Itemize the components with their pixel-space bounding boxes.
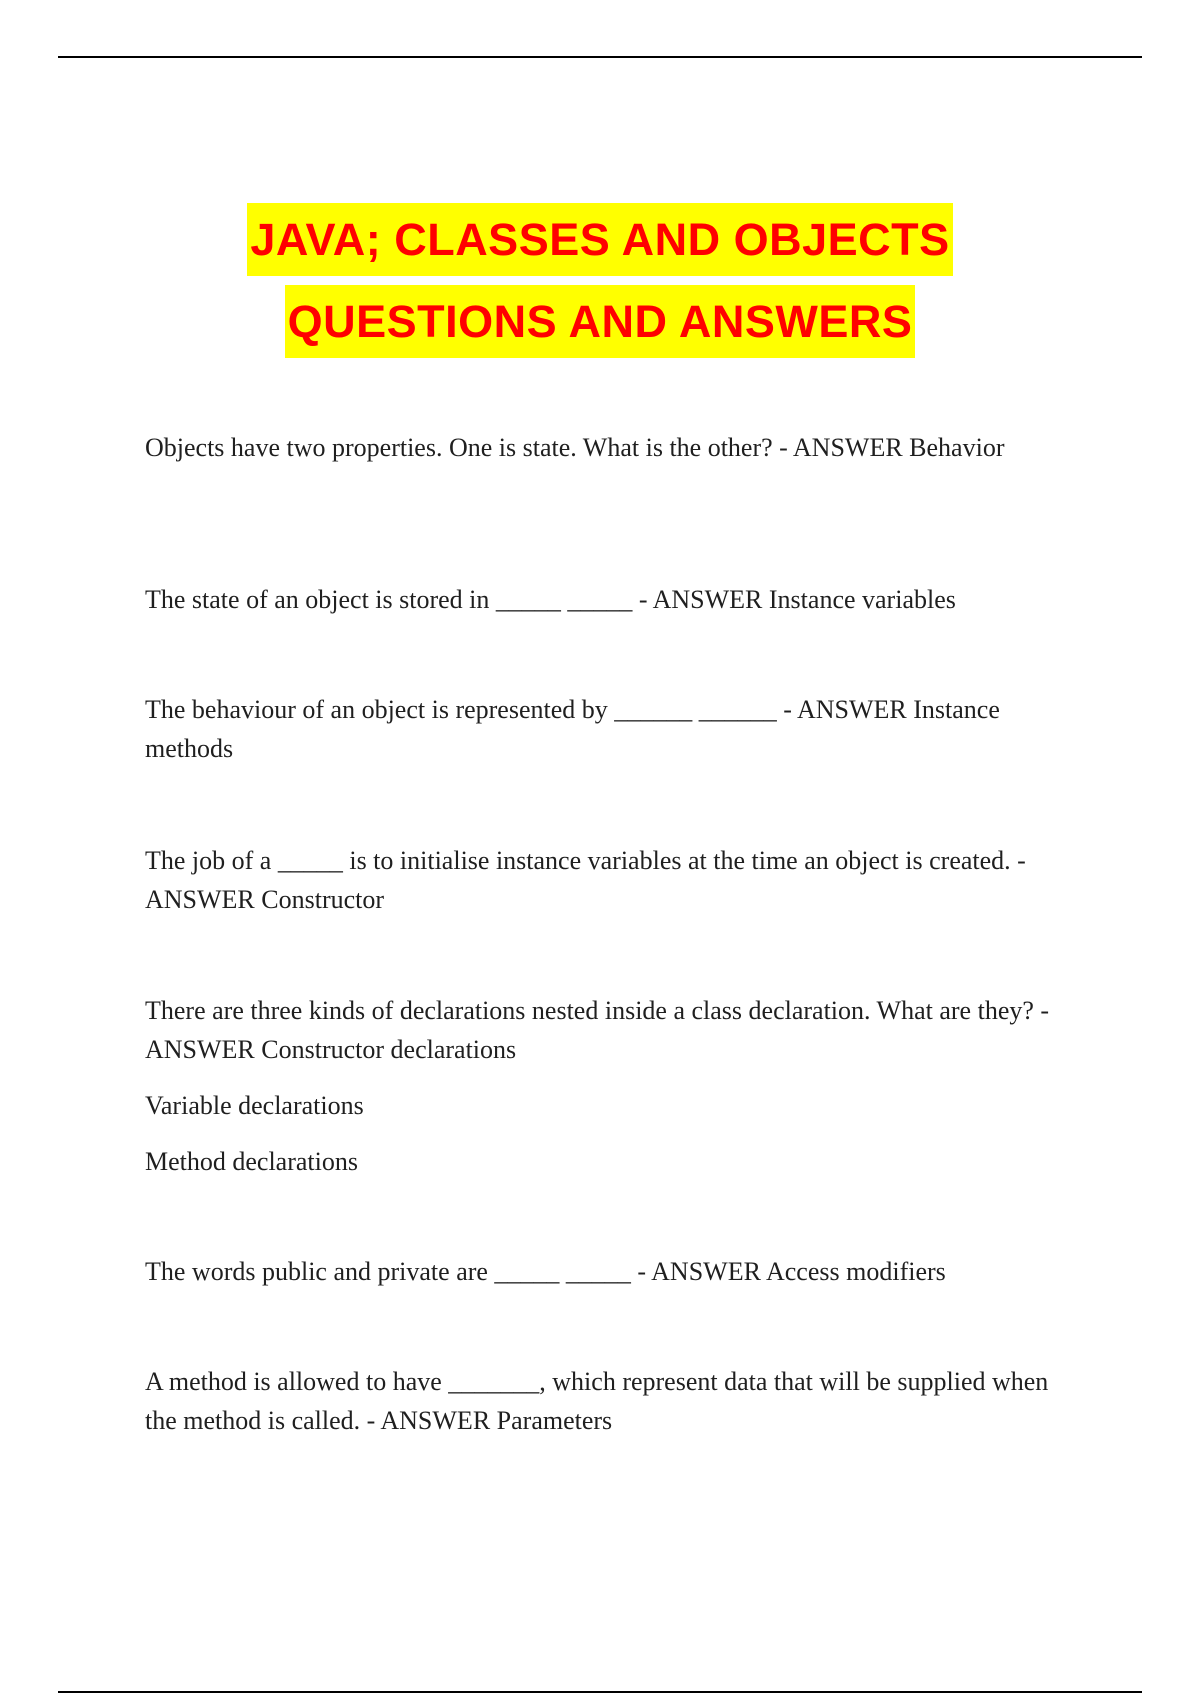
title-line-2: QUESTIONS AND ANSWERS (285, 285, 916, 358)
qa-text: The state of an object is stored in _____ _____ - ANSWER Instance variables (145, 585, 956, 614)
qa-text: The behaviour of an object is represented by ______ ______ - ANSWER Instance methods (145, 695, 1000, 763)
qa-item (145, 841, 1065, 919)
title-line-1: JAVA; CLASSES AND OBJECTS (247, 203, 952, 276)
bottom-rule (58, 1691, 1142, 1693)
qa-item (145, 1362, 1065, 1440)
qa-extra-line: Method declarations (145, 1147, 358, 1176)
qa-text: The words public and private are _____ _____ - ANSWER Access modifiers (145, 1257, 946, 1286)
qa-text: The job of a _____ is to initialise instance variables at the time an object is created. - ANSWER Constructor (145, 846, 1026, 914)
qa-item (145, 690, 1065, 768)
qa-item (145, 428, 1065, 467)
qa-item (145, 1252, 1065, 1291)
document-title (0, 200, 1200, 364)
qa-item (145, 580, 1065, 619)
qa-item (145, 991, 1065, 1181)
qa-text: There are three kinds of declarations nested inside a class declaration. What are they? - ANSWER Constructor declarations (145, 996, 1050, 1064)
qa-text: A method is allowed to have _______, which represent data that will be supplied when the method is called. - ANSWER Parameters (145, 1367, 1049, 1435)
top-rule (58, 56, 1142, 58)
qa-extra-line: Variable declarations (145, 1091, 364, 1120)
qa-text: Objects have two properties. One is state. What is the other? - ANSWER Behavior (145, 433, 1005, 462)
